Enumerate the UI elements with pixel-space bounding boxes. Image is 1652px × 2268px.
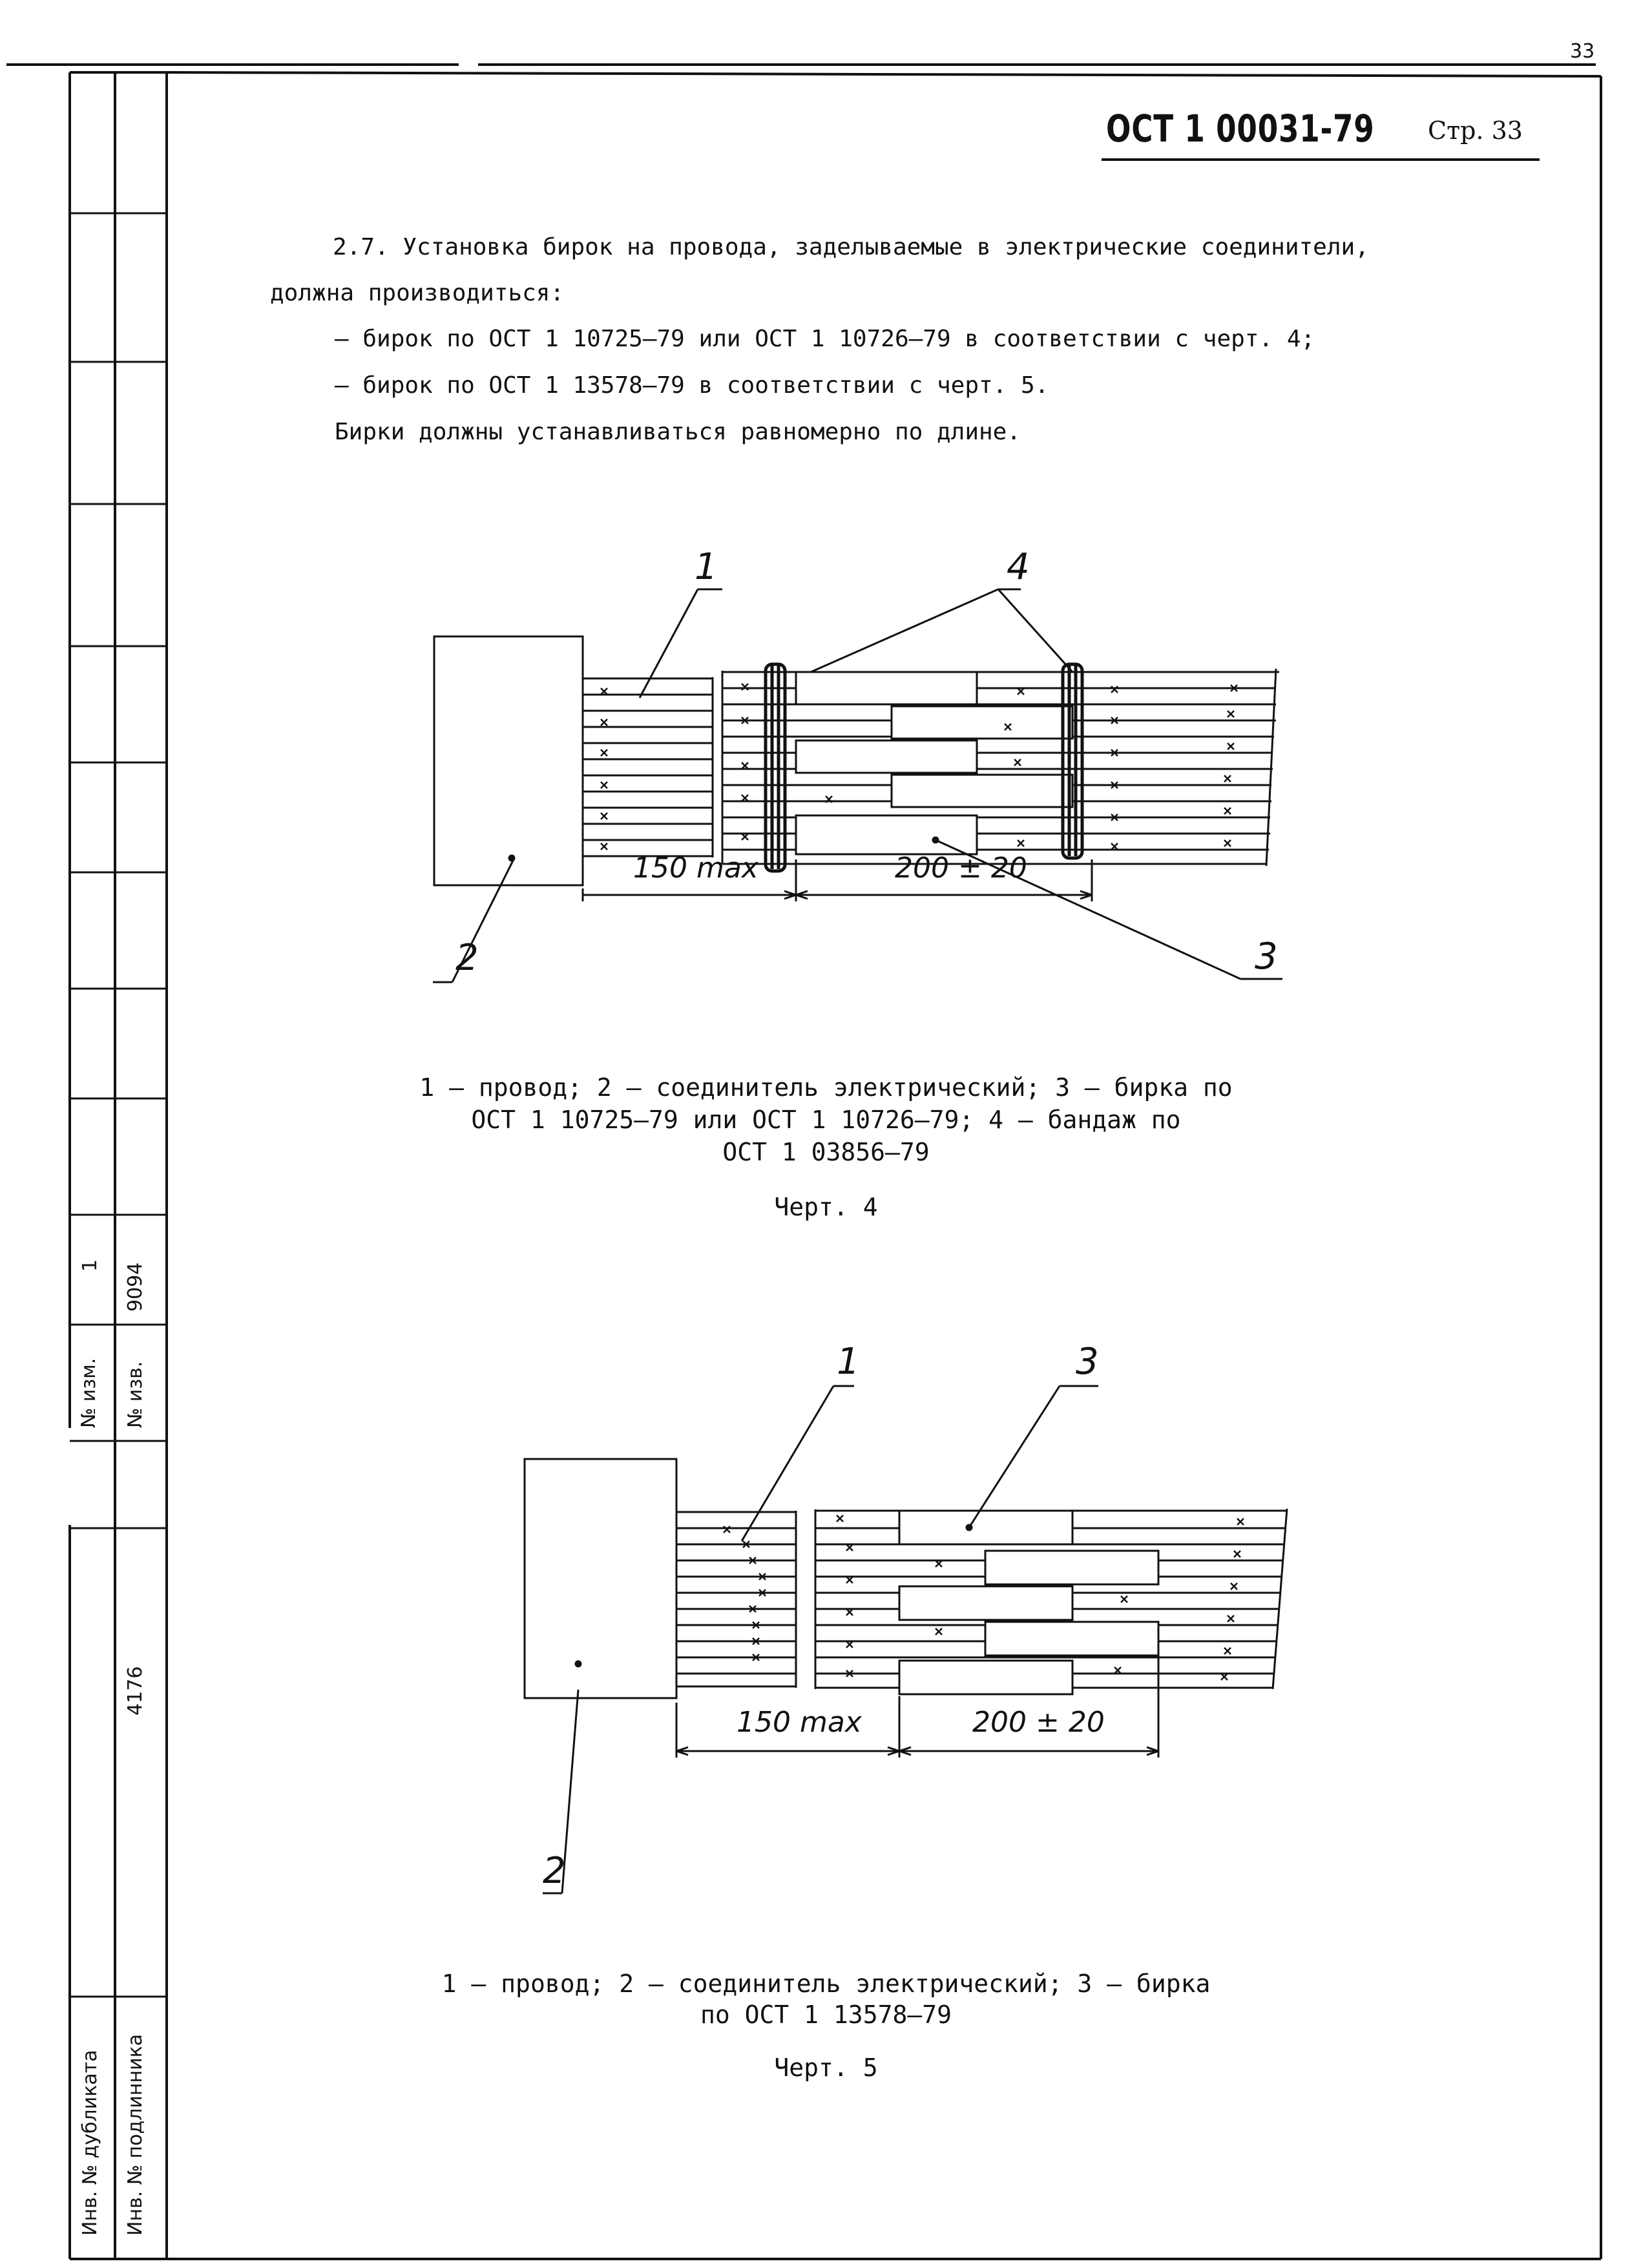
fig4-caption-line-3: ОСТ 1 03856–79: [722, 1138, 930, 1166]
frame-top: [167, 72, 1601, 76]
fig5-tags: [899, 1511, 1158, 1694]
paragraph-line-1: 2.7. Установка бирок на провода, заделываемые в электрические соединители,: [333, 234, 1369, 260]
fig4-caption-line-2: ОСТ 1 10725–79 или ОСТ 1 10726–79; 4 – бандаж по: [471, 1106, 1181, 1134]
fig4-label-4: 4: [1007, 546, 1030, 588]
fig5-label-1: 1: [837, 1341, 860, 1383]
page-label: Стр. 33: [1428, 116, 1523, 145]
side-izv-value: 9094: [124, 1262, 147, 1312]
fig4-dim-right: 200 ± 20: [895, 852, 1027, 885]
fig4-label-2: 2: [455, 937, 479, 979]
side-dup-label: Инв. № дубликата: [79, 2050, 101, 2236]
paragraph-line-3: – бирок по ОСТ 1 10725–79 или ОСТ 1 10726–79 в соответствии с черт. 4;: [335, 326, 1315, 352]
side-orig-label: Инв. № подлинника: [124, 2033, 147, 2236]
fig5-caption-line-1: 1 – провод; 2 – соединитель электрический; 3 – бирка: [441, 1969, 1211, 1998]
fig5-connector: [525, 1459, 676, 1698]
side-izm-value: 1: [79, 1259, 101, 1272]
fig4-dim-left: 150 max: [633, 852, 758, 885]
fig5-label-2: 2: [543, 1850, 566, 1892]
fig5-left-wires: [676, 1511, 796, 1688]
figure4-drawing: [433, 589, 1282, 982]
header-underline: [1102, 157, 1541, 163]
fig4-connector: [434, 636, 583, 885]
paragraph-line-4: – бирок по ОСТ 1 13578–79 в соответствии с черт. 5.: [335, 372, 1049, 399]
figure5-drawing: [525, 1386, 1287, 1893]
document-code: ОСТ 1 00031-79: [1106, 107, 1375, 151]
paragraph-line-2: должна производиться:: [270, 280, 565, 306]
side-izv-label: № изв.: [124, 1361, 147, 1428]
fig5-caption-line-2: по ОСТ 1 13578–79: [700, 2000, 952, 2029]
corner-page-number: 33: [1570, 40, 1595, 63]
fig4-title: Черт. 4: [774, 1193, 878, 1221]
paragraph-line-5: Бирки должны устанавливаться равномерно по длине.: [335, 419, 1021, 445]
fig4-label-1: 1: [695, 546, 718, 588]
fig4-label-3: 3: [1255, 936, 1278, 978]
fig4-caption-line-1: 1 – провод; 2 – соединитель электрический; 3 – бирка по: [419, 1073, 1233, 1102]
fig5-dim-left: 150 max: [737, 1706, 862, 1739]
fig4-left-wires: [583, 677, 713, 857]
side-inv-value: 4176: [124, 1666, 147, 1716]
fig4-tags: [796, 672, 1072, 854]
fig5-dim-right: 200 ± 20: [972, 1706, 1105, 1739]
side-izm-label: № изм.: [78, 1358, 100, 1428]
fig5-label-3: 3: [1076, 1341, 1099, 1383]
fig5-title: Черт. 5: [774, 2053, 878, 2082]
